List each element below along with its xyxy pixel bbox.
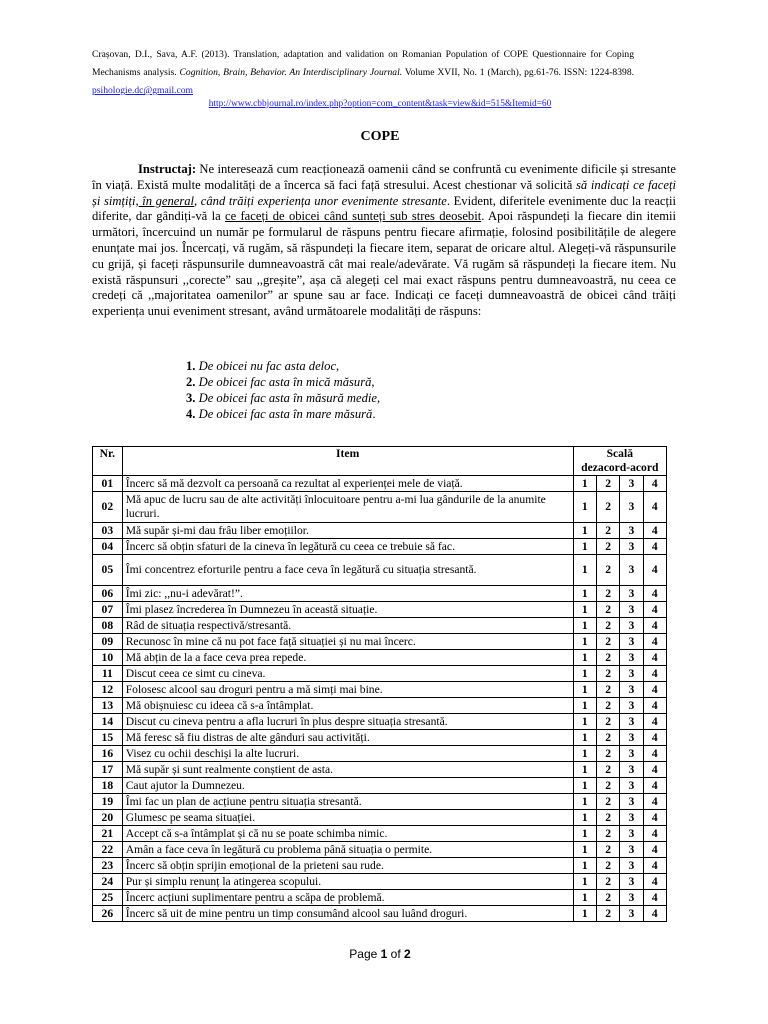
scale-option-3[interactable]: 3 <box>620 746 643 762</box>
scale-option-3[interactable]: 3 <box>620 778 643 794</box>
scale-option-1[interactable]: 1 <box>573 602 596 618</box>
item-number: 07 <box>93 602 123 618</box>
header-nr: Nr. <box>93 447 123 476</box>
citation-email-link[interactable]: psihologie.dc@gmail.com <box>92 85 194 96</box>
option-sep: . <box>372 406 376 421</box>
scale-option-4[interactable]: 4 <box>643 650 666 666</box>
item-text: Încerc să uit de mine pentru un timp consumând alcool sau luând droguri. <box>122 906 573 922</box>
scale-option-2[interactable]: 2 <box>596 762 619 778</box>
item-number: 16 <box>93 746 123 762</box>
scale-option-4[interactable]: 4 <box>643 906 666 922</box>
scale-option-3[interactable]: 3 <box>620 492 643 523</box>
instructions-italic-2: , când trăiți experiența unor evenimente stresante <box>194 193 447 208</box>
option-sep: , <box>376 390 381 405</box>
table-row <box>93 778 667 794</box>
item-text: Îmi concentrez eforturile pentru a face ceva în legătură cu situația stresantă. <box>122 555 573 586</box>
table-row <box>93 714 667 730</box>
table-row <box>93 650 667 666</box>
scale-option-3[interactable]: 3 <box>620 650 643 666</box>
item-text: Recunosc în mine că nu pot face față situației și nu mai încerc. <box>122 634 573 650</box>
item-number: 06 <box>93 586 123 602</box>
item-text: Încerc să obțin sfaturi de la cineva în legătură cu ceea ce trebuie să fac. <box>122 539 573 555</box>
option-number: 2. <box>186 374 196 389</box>
scale-option-1[interactable]: 1 <box>573 842 596 858</box>
scale-option-2[interactable]: 2 <box>596 555 619 586</box>
journal-url-link[interactable]: http://www.cbbjournal.ro/index.php?option=com_content&task=view&id=515&Itemid=60 <box>208 99 552 109</box>
table-row <box>93 794 667 810</box>
item-text: Îmi plasez încrederea în Dumnezeu în această situație. <box>122 602 573 618</box>
scale-option-2[interactable]: 2 <box>596 523 619 539</box>
table-row <box>93 890 667 906</box>
item-text: Încerc acțiuni suplimentare pentru a scăpa de problemă. <box>122 890 573 906</box>
table-row <box>93 858 667 874</box>
item-number: 04 <box>93 539 123 555</box>
scale-option-4[interactable]: 4 <box>643 778 666 794</box>
citation-journal: Cognition, Brain, Behavior. An Interdisciplinary Journal. <box>179 67 403 78</box>
item-text: Mă supăr și sunt realmente conștient de asta. <box>122 762 573 778</box>
scale-option-2[interactable]: 2 <box>596 874 619 890</box>
item-text: Îmi zic: ,,nu-i adevărat!”. <box>122 586 573 602</box>
item-text: Încerc să mă dezvolt ca persoană ca rezultat al experienței mele de viață. <box>122 476 573 492</box>
scale-option-4[interactable]: 4 <box>643 762 666 778</box>
table-row <box>93 523 667 539</box>
table-row <box>93 762 667 778</box>
table-row <box>93 730 667 746</box>
instructions-underline-2: ce faceți de obicei când sunteți sub stres deosebit <box>225 209 482 224</box>
scale-option-2[interactable]: 2 <box>596 634 619 650</box>
scale-option-2[interactable]: 2 <box>596 714 619 730</box>
table-row <box>93 874 667 890</box>
scale-option-3[interactable]: 3 <box>620 714 643 730</box>
response-option-1 <box>186 359 380 375</box>
instructions-label: Instructaj: <box>138 162 197 176</box>
item-number: 20 <box>93 810 123 826</box>
scale-option-4[interactable]: 4 <box>643 730 666 746</box>
response-option-3 <box>186 391 380 407</box>
option-text: De obicei fac asta în mică măsură <box>195 374 372 389</box>
scale-option-3[interactable]: 3 <box>620 634 643 650</box>
scale-option-4[interactable]: 4 <box>643 682 666 698</box>
scale-option-1[interactable]: 1 <box>573 858 596 874</box>
table-row <box>93 476 667 492</box>
scale-option-2[interactable]: 2 <box>596 858 619 874</box>
scale-option-3[interactable]: 3 <box>620 698 643 714</box>
item-text: Încerc să obțin sprijin emoțional de la prieteni sau rude. <box>122 858 573 874</box>
scale-option-1[interactable]: 1 <box>573 890 596 906</box>
scale-option-3[interactable]: 3 <box>620 555 643 586</box>
option-sep: , <box>336 359 340 373</box>
scale-option-3[interactable]: 3 <box>620 730 643 746</box>
scale-option-1[interactable]: 1 <box>573 794 596 810</box>
scale-option-3[interactable]: 3 <box>620 476 643 492</box>
scale-option-4[interactable]: 4 <box>643 492 666 523</box>
scale-option-2[interactable]: 2 <box>596 906 619 922</box>
item-text: Folosesc alcool sau droguri pentru a mă simți mai bine. <box>122 682 573 698</box>
table-row <box>93 698 667 714</box>
item-text: Mă obișnuiesc cu ideea că s-a întâmplat. <box>122 698 573 714</box>
scale-option-3[interactable]: 3 <box>620 618 643 634</box>
scale-option-3[interactable]: 3 <box>620 906 643 922</box>
item-number: 13 <box>93 698 123 714</box>
table-row <box>93 842 667 858</box>
scale-option-3[interactable]: 3 <box>620 810 643 826</box>
scale-option-1[interactable]: 1 <box>573 586 596 602</box>
scale-option-1[interactable]: 1 <box>573 778 596 794</box>
item-number: 19 <box>93 794 123 810</box>
item-number: 14 <box>93 714 123 730</box>
scale-option-4[interactable]: 4 <box>643 746 666 762</box>
instructions-text-3: . Apoi răspundeți la fiecare din itemii următori, încercuind un număr pe formularul de răspuns pentru fiecare afirmație, folosind posibilitățile de alegere enunțate mai jos. Încercați, vă rugăm, să răspundeți la fiecare item, separat de oricare altul. Alegeți-vă răspunsurile cu grijă, și faceți răspunsurile dumneavoastră cât mai reale/adevărate. Vă rugăm să răspundeți la fiecare item. Nu există răspunsuri ,,corecte” sau ,,greșite”, așa că alegeți cel mai exact răspuns pentru dumneavoastră, nu ceea ce credeți că ,,majoritatea oamenilor” ar spune sau ar face. Indicați ce faceți dumneavoastră de obicei când trăiți experiența unui eveniment stresant, având următoarele modalități de răspuns: <box>92 209 676 319</box>
scale-option-4[interactable]: 4 <box>643 555 666 586</box>
citation-authors: Crașovan, D.I., Sava, A.F. (2013). Translation, adaptation and validation on Romanian Population of COPE Questionnaire for Coping Mechanisms analysis. <box>92 49 634 78</box>
header-item: Item <box>122 447 573 476</box>
scale-option-3[interactable]: 3 <box>620 858 643 874</box>
scale-option-2[interactable]: 2 <box>596 602 619 618</box>
scale-option-2[interactable]: 2 <box>596 746 619 762</box>
instructions-underline-1: în general <box>138 193 195 208</box>
item-text: Mă feresc să fiu distras de alte gânduri sau activități. <box>122 730 573 746</box>
citation-volume: Volume XVII, No. 1 (March), pg.61-76. ISSN: 1224-8398. <box>404 67 635 78</box>
table-row <box>93 906 667 922</box>
scale-option-1[interactable]: 1 <box>573 476 596 492</box>
cope-items-table <box>92 446 667 922</box>
page-footer <box>92 947 668 961</box>
scale-option-2[interactable]: 2 <box>596 476 619 492</box>
item-number: 11 <box>93 666 123 682</box>
scale-option-3[interactable]: 3 <box>620 682 643 698</box>
item-number: 01 <box>93 476 123 492</box>
scale-option-2[interactable]: 2 <box>596 826 619 842</box>
table-row <box>93 826 667 842</box>
item-number: 18 <box>93 778 123 794</box>
scale-option-2[interactable]: 2 <box>596 778 619 794</box>
scale-option-1[interactable]: 1 <box>573 650 596 666</box>
scale-option-1[interactable]: 1 <box>573 492 596 523</box>
response-option-2 <box>186 375 380 391</box>
scale-option-4[interactable]: 4 <box>643 698 666 714</box>
scale-option-1[interactable]: 1 <box>573 826 596 842</box>
scale-option-4[interactable]: 4 <box>643 666 666 682</box>
item-text: Îmi fac un plan de acțiune pentru situația stresantă. <box>122 794 573 810</box>
scale-option-1[interactable]: 1 <box>573 539 596 555</box>
scale-option-1[interactable]: 1 <box>573 906 596 922</box>
scale-option-1[interactable]: 1 <box>573 634 596 650</box>
response-option-4 <box>186 407 380 423</box>
scale-option-2[interactable]: 2 <box>596 666 619 682</box>
scale-option-3[interactable]: 3 <box>620 842 643 858</box>
scale-option-4[interactable]: 4 <box>643 618 666 634</box>
scale-option-2[interactable]: 2 <box>596 492 619 523</box>
item-number: 23 <box>93 858 123 874</box>
scale-option-1[interactable]: 1 <box>573 666 596 682</box>
scale-option-4[interactable]: 4 <box>643 634 666 650</box>
scale-option-3[interactable]: 3 <box>620 890 643 906</box>
scale-option-1[interactable]: 1 <box>573 618 596 634</box>
scale-option-4[interactable]: 4 <box>643 476 666 492</box>
scale-option-4[interactable]: 4 <box>643 810 666 826</box>
scale-option-3[interactable]: 3 <box>620 874 643 890</box>
table-row <box>93 586 667 602</box>
item-text: Accept că s-a întâmplat și că nu se poate schimba nimic. <box>122 826 573 842</box>
scale-option-4[interactable]: 4 <box>643 842 666 858</box>
scale-option-1[interactable]: 1 <box>573 714 596 730</box>
header-scale-title: Scală <box>606 447 633 460</box>
item-text: Pur și simplu renunț la atingerea scopului. <box>122 874 573 890</box>
scale-option-3[interactable]: 3 <box>620 762 643 778</box>
item-number: 15 <box>93 730 123 746</box>
instructions-paragraph <box>92 162 676 320</box>
scale-option-4[interactable]: 4 <box>643 890 666 906</box>
scale-option-4[interactable]: 4 <box>643 874 666 890</box>
footer-mid: of <box>387 947 405 961</box>
scale-option-4[interactable]: 4 <box>643 586 666 602</box>
scale-option-4[interactable]: 4 <box>643 602 666 618</box>
scale-option-2[interactable]: 2 <box>596 794 619 810</box>
table-row <box>93 746 667 762</box>
table-row <box>93 602 667 618</box>
item-number: 03 <box>93 523 123 539</box>
header-scale <box>573 447 666 476</box>
option-text: De obicei fac asta în măsură medie <box>195 390 377 405</box>
scale-option-2[interactable]: 2 <box>596 650 619 666</box>
item-number: 25 <box>93 890 123 906</box>
option-text: De obicei fac asta în mare măsură <box>195 406 373 421</box>
option-number: 4. <box>186 406 196 421</box>
journal-url-line <box>92 97 668 111</box>
scale-option-1[interactable]: 1 <box>573 730 596 746</box>
scale-option-3[interactable]: 3 <box>620 666 643 682</box>
scale-option-4[interactable]: 4 <box>643 794 666 810</box>
item-number: 09 <box>93 634 123 650</box>
scale-option-4[interactable]: 4 <box>643 523 666 539</box>
scale-option-1[interactable]: 1 <box>573 762 596 778</box>
scale-option-1[interactable]: 1 <box>573 523 596 539</box>
footer-prefix: Page <box>349 947 381 961</box>
option-sep: , <box>371 374 375 389</box>
item-number: 02 <box>93 492 123 523</box>
item-text: Discut ceea ce simt cu cineva. <box>122 666 573 682</box>
item-text: Mă supăr și-mi dau frâu liber emoțiilor. <box>122 523 573 539</box>
table-row <box>93 618 667 634</box>
item-number: 10 <box>93 650 123 666</box>
table-header-row <box>93 447 667 476</box>
option-number: 3. <box>186 390 196 405</box>
item-text: Visez cu ochii deschiși la alte lucruri. <box>122 746 573 762</box>
scale-option-3[interactable]: 3 <box>620 539 643 555</box>
scale-option-2[interactable]: 2 <box>596 539 619 555</box>
scale-option-3[interactable]: 3 <box>620 523 643 539</box>
item-number: 05 <box>93 555 123 586</box>
page-title: COPE <box>360 129 400 144</box>
item-number: 22 <box>93 842 123 858</box>
item-number: 12 <box>93 682 123 698</box>
scale-option-3[interactable]: 3 <box>620 826 643 842</box>
scale-option-2[interactable]: 2 <box>596 682 619 698</box>
response-options <box>186 359 380 423</box>
scale-option-1[interactable]: 1 <box>573 555 596 586</box>
item-text: Mă apuc de lucru sau de alte activități înlocuitoare pentru a-mi lua gândurile de la anumite lucruri. <box>122 492 573 523</box>
option-number: 1. <box>186 359 196 373</box>
instructions-italic-1: să indicați ce faceți și simțiți, <box>92 177 676 208</box>
item-number: 17 <box>93 762 123 778</box>
item-number: 26 <box>93 906 123 922</box>
scale-option-2[interactable]: 2 <box>596 890 619 906</box>
table-row <box>93 492 667 523</box>
table-row <box>93 539 667 555</box>
instructions-text-1: Ne interesează cum reacționează oamenii când se confruntă cu evenimente dificile și stresante în viață. Există multe modalități de a încerca să faci față stresului. Acest chestionar vă solicită <box>92 162 676 192</box>
item-text: Caut ajutor la Dumnezeu. <box>122 778 573 794</box>
scale-option-4[interactable]: 4 <box>643 858 666 874</box>
table-row <box>93 666 667 682</box>
scale-option-2[interactable]: 2 <box>596 586 619 602</box>
item-number: 24 <box>93 874 123 890</box>
scale-option-1[interactable]: 1 <box>573 682 596 698</box>
footer-page-total: 2 <box>404 947 411 961</box>
scale-option-1[interactable]: 1 <box>573 874 596 890</box>
scale-option-2[interactable]: 2 <box>596 618 619 634</box>
scale-option-2[interactable]: 2 <box>596 842 619 858</box>
scale-option-3[interactable]: 3 <box>620 794 643 810</box>
table-row <box>93 634 667 650</box>
item-text: Discut cu cineva pentru a afla lucruri în plus despre situația stresantă. <box>122 714 573 730</box>
scale-option-1[interactable]: 1 <box>573 698 596 714</box>
scale-option-1[interactable]: 1 <box>573 746 596 762</box>
item-number: 08 <box>93 618 123 634</box>
scale-option-2[interactable]: 2 <box>596 730 619 746</box>
item-text: Amân a face ceva în legătură cu problema până situația o permite. <box>122 842 573 858</box>
instructions-text-2: . Evident, diferitele evenimente duc la reacții diferite, dar gândiți-vă la <box>92 193 677 224</box>
table-row <box>93 682 667 698</box>
citation <box>92 46 634 100</box>
header-scale-subtitle: dezacord-acord <box>581 461 659 474</box>
scale-option-4[interactable]: 4 <box>643 539 666 555</box>
scale-option-2[interactable]: 2 <box>596 810 619 826</box>
item-text: Râd de situația respectivă/stresantă. <box>122 618 573 634</box>
scale-option-3[interactable]: 3 <box>620 602 643 618</box>
footer-page-number: 1 <box>380 947 388 961</box>
scale-option-4[interactable]: 4 <box>643 714 666 730</box>
item-text: Mă abțin de la a face ceva prea repede. <box>122 650 573 666</box>
table-row <box>93 810 667 826</box>
scale-option-4[interactable]: 4 <box>643 826 666 842</box>
scale-option-2[interactable]: 2 <box>596 698 619 714</box>
option-text: De obicei nu fac asta deloc <box>195 359 337 373</box>
scale-option-1[interactable]: 1 <box>573 810 596 826</box>
item-text: Glumesc pe seama situației. <box>122 810 573 826</box>
table-row <box>93 555 667 586</box>
scale-option-3[interactable]: 3 <box>620 586 643 602</box>
item-number: 21 <box>93 826 123 842</box>
